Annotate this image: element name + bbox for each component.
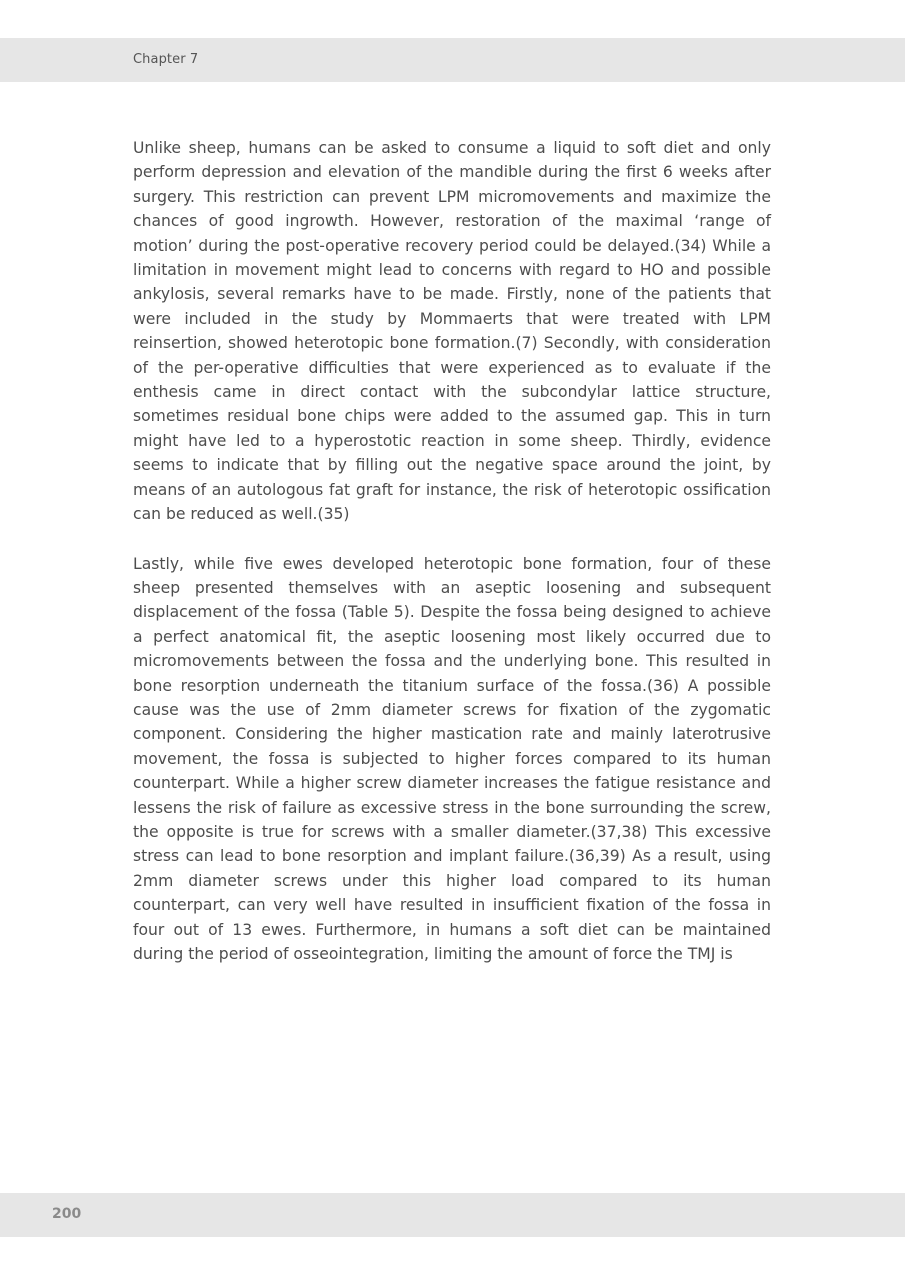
paragraph: Lastly, while five ewes developed heterotopic bone formation, four of these sheep presented themselves with an aseptic loosening and subsequent displacement of the fossa (Table 5). Despite the fossa being designed to achieve a perfect anatomical fit, the aseptic loosening most likely occurred due to micromovements between the fossa and the underlying bone. This resulted in bone resorption underneath the titanium surface of the fossa.(36) A possible cause was the use of 2mm diameter screws for fixation of the zygomatic component. Considering the higher mastication rate and mainly laterotrusive movement, the fossa is subjected to higher forces compared to its human counterpart. While a higher screw diameter increases the fatigue resistance and lessens the risk of failure as excessive stress in the bone surrounding the screw, the opposite is true for screws with a smaller diameter.(37,38) This excessive stress can lead to bone resorption and implant failure.(36,39) As a result, using 2mm diameter screws under this higher load compared to its human counterpart, can very well have resulted in insufficient fixation of the fossa in four out of 13 ewes. Furthermore, in humans a soft diet can be maintained during the period of osseointegration, limiting the amount of force the TMJ is [133,554,771,963]
chapter-label: Chapter 7 [133,52,199,67]
page-number: 200 [52,1206,82,1222]
running-footer [0,1193,905,1237]
paragraph: Unlike sheep, humans can be asked to consume a liquid to soft diet and only perform depression and elevation of the mandible during the first 6 weeks after surgery. This restriction can prevent LPM micromovements and maximize the chances of good ingrowth. However, restoration of the maximal ‘range of motion’ during the post-operative recovery period could be delayed.(34) While a limitation in movement might lead to concerns with regard to HO and possible ankylosis, several remarks have to be made. Firstly, none of the patients that were included in the study by Mommaerts that were treated with LPM reinsertion, showed heterotopic bone formation.(7) Secondly, with consideration of the per-operative difficulties that were experienced as to evaluate if the enthesis came in direct contact with the subcondylar lattice structure, sometimes residual bone chips were added to the assumed gap. This in turn might have led to a hyperostotic reaction in some sheep. Thirdly, evidence seems to indicate that by filling out the negative space around the joint, by means of an autologous fat graft for instance, the risk of heterotopic ossification can be reduced as well.(35) [133,139,771,524]
running-header [0,38,905,82]
body-text [133,136,771,966]
